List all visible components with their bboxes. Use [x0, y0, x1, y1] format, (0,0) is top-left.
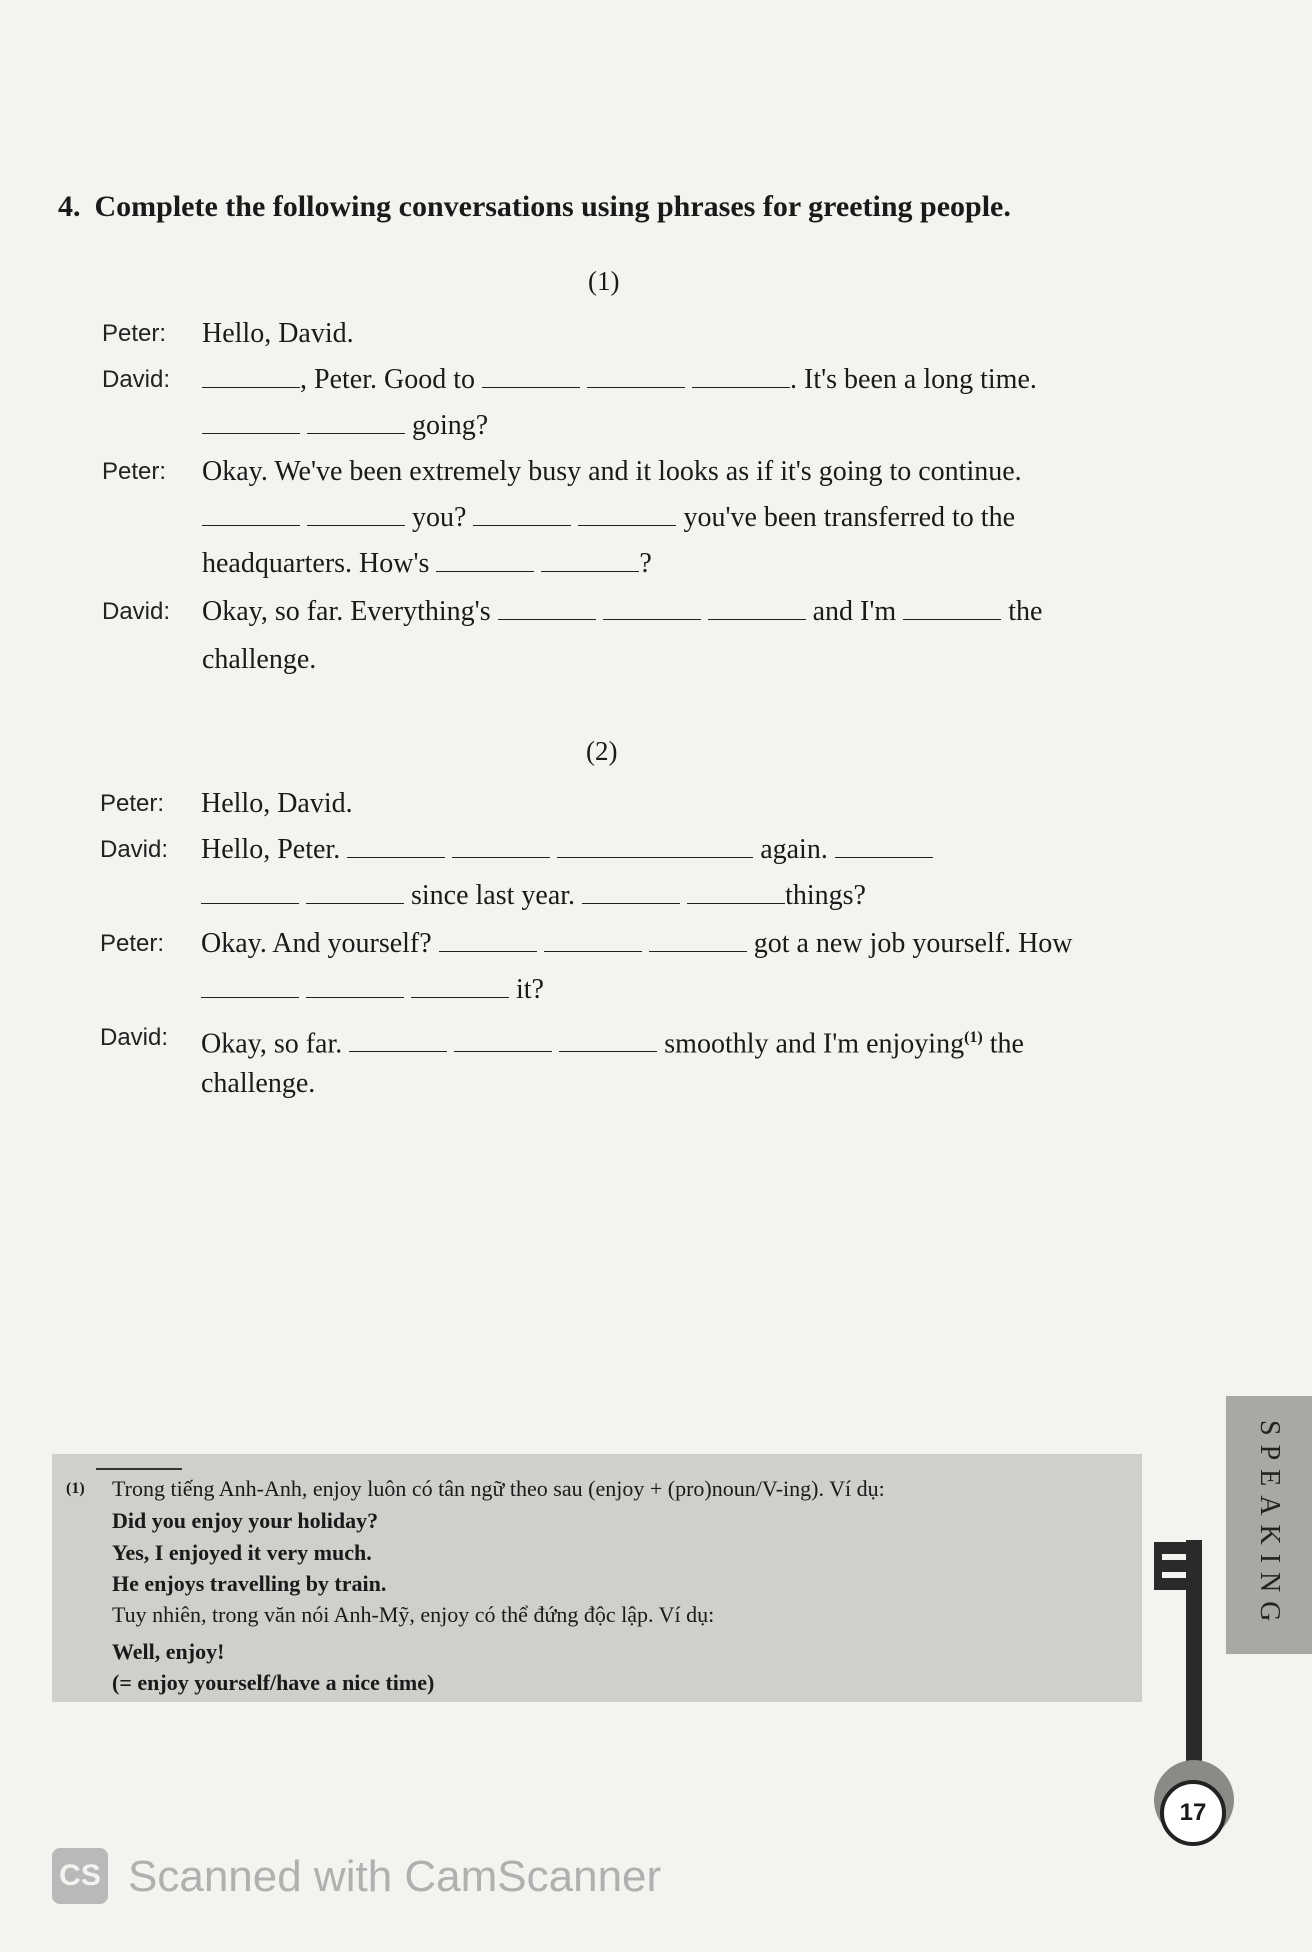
watermark-text: Scanned with CamScanner	[128, 1852, 662, 1901]
answer-blank[interactable]	[559, 1027, 657, 1052]
dialogue-text: Hello, Peter.	[201, 834, 341, 865]
dialogue-text: headquarters. How's	[202, 548, 430, 579]
dialogue-text: , Peter. Good to	[300, 364, 475, 395]
answer-blank[interactable]	[541, 547, 639, 572]
answer-blank[interactable]	[202, 409, 300, 434]
footnote-reference: (1)	[964, 1029, 983, 1046]
dialogue-text: things?	[785, 880, 866, 911]
answer-blank[interactable]	[307, 501, 405, 526]
exercise-instruction: Complete the following conversations using phrases for greeting people.	[94, 190, 1011, 223]
dialogue-line	[202, 642, 316, 678]
dialogue-text: you?	[412, 502, 467, 533]
dialogue-text: Hello, David.	[201, 788, 353, 819]
conversation-1-label: (1)	[588, 266, 620, 296]
dialogue-line	[201, 1066, 315, 1102]
exercise-number: 4.	[58, 190, 81, 223]
footnote-rule	[96, 1468, 182, 1470]
page-number: 17	[1160, 1780, 1226, 1846]
answer-blank[interactable]	[201, 879, 299, 904]
answer-blank[interactable]	[201, 973, 299, 998]
answer-blank[interactable]	[835, 833, 933, 858]
dialogue-line	[202, 408, 488, 444]
speaker-label: Peter:	[102, 458, 167, 485]
footnote-example: (= enjoy yourself/have a nice time)	[112, 1670, 435, 1695]
dialogue-text: challenge.	[202, 644, 317, 675]
answer-blank[interactable]	[306, 973, 404, 998]
answer-blank[interactable]	[582, 879, 680, 904]
dialogue-line	[201, 1020, 1024, 1062]
answer-blank[interactable]	[557, 833, 655, 858]
dialogue-text: the	[989, 1028, 1024, 1060]
dialogue-text: the	[1008, 596, 1043, 627]
answer-blank[interactable]	[578, 501, 676, 526]
conversation-2-label: (2)	[586, 736, 618, 766]
dialogue-line	[201, 832, 933, 868]
answer-blank[interactable]	[708, 595, 806, 620]
footnote-example: Did you enjoy your holiday?	[112, 1508, 379, 1533]
answer-blank[interactable]	[649, 927, 747, 952]
answer-blank[interactable]	[692, 363, 790, 388]
answer-blank[interactable]	[655, 833, 753, 858]
speaker-label: Peter:	[102, 320, 167, 347]
answer-blank[interactable]	[436, 547, 534, 572]
speaker-label: David:	[100, 1024, 169, 1051]
answer-blank[interactable]	[307, 409, 405, 434]
dialogue-text: . It's been a long time.	[790, 364, 1037, 395]
dialogue-text: smoothly and I'm enjoying	[664, 1028, 965, 1060]
footnote-example: He enjoys travelling by train.	[112, 1571, 387, 1596]
answer-blank[interactable]	[687, 879, 785, 904]
dialogue-line	[202, 454, 1022, 490]
dialogue-text: Okay. And yourself?	[201, 928, 432, 959]
dialogue-line	[202, 546, 652, 582]
dialogue-line	[201, 972, 544, 1008]
dialogue-text: challenge.	[201, 1068, 316, 1099]
dialogue-text: and I'm	[812, 596, 897, 627]
answer-blank[interactable]	[482, 363, 580, 388]
dialogue-line	[201, 786, 353, 822]
speaker-label: David:	[102, 598, 171, 625]
speaker-label: David:	[100, 836, 169, 863]
dialogue-text: ?	[639, 548, 652, 579]
dialogue-text: Okay, so far. Everything's	[202, 596, 491, 627]
dialogue-text: it?	[516, 974, 544, 1005]
answer-blank[interactable]	[349, 1027, 447, 1052]
dialogue-text: going?	[412, 410, 489, 441]
answer-blank[interactable]	[473, 501, 571, 526]
speaker-label: Peter:	[100, 930, 165, 957]
footnote-example: Well, enjoy!	[112, 1639, 225, 1664]
dialogue-line	[202, 362, 1037, 398]
footnote-example: Yes, I enjoyed it very much.	[112, 1540, 372, 1565]
dialogue-line	[201, 926, 1073, 962]
dialogue-line	[201, 878, 866, 914]
answer-blank[interactable]	[498, 595, 596, 620]
answer-blank[interactable]	[439, 927, 537, 952]
answer-blank[interactable]	[903, 595, 1001, 620]
footnote-line: Trong tiếng Anh-Anh, enjoy luôn có tân ngữ theo sau (enjoy + (pro)noun/V-ing). Ví dụ:	[112, 1476, 885, 1501]
dialogue-text: you've been transferred to the	[683, 502, 1016, 533]
dialogue-text: got a new job yourself. How	[753, 928, 1073, 959]
answer-blank[interactable]	[454, 1027, 552, 1052]
answer-blank[interactable]	[202, 363, 300, 388]
answer-blank[interactable]	[347, 833, 445, 858]
answer-blank[interactable]	[306, 879, 404, 904]
dialogue-text: Hello, David.	[202, 318, 354, 349]
dialogue-line	[202, 594, 1042, 630]
dialogue-text: since last year.	[411, 880, 576, 911]
answer-blank[interactable]	[202, 501, 300, 526]
speaker-label: Peter:	[100, 790, 165, 817]
answer-blank[interactable]	[603, 595, 701, 620]
camscanner-logo: CS	[52, 1848, 108, 1904]
dialogue-text: Okay, so far.	[201, 1028, 343, 1060]
dialogue-text: again.	[760, 834, 828, 865]
answer-blank[interactable]	[587, 363, 685, 388]
answer-blank[interactable]	[544, 927, 642, 952]
answer-blank[interactable]	[411, 973, 509, 998]
speaker-label: David:	[102, 366, 171, 393]
dialogue-line	[202, 316, 354, 352]
dialogue-text: Okay. We've been extremely busy and it looks as if it's going to continue.	[202, 456, 1022, 487]
exercise-title	[58, 190, 1011, 224]
dialogue-line	[202, 500, 1015, 536]
footnote-line: Tuy nhiên, trong văn nói Anh-Mỹ, enjoy có thể đứng độc lập. Ví dụ:	[112, 1602, 715, 1627]
answer-blank[interactable]	[452, 833, 550, 858]
footnote-marker: (1)	[66, 1480, 85, 1497]
section-tab-label: SPEAKING	[1254, 1419, 1285, 1631]
